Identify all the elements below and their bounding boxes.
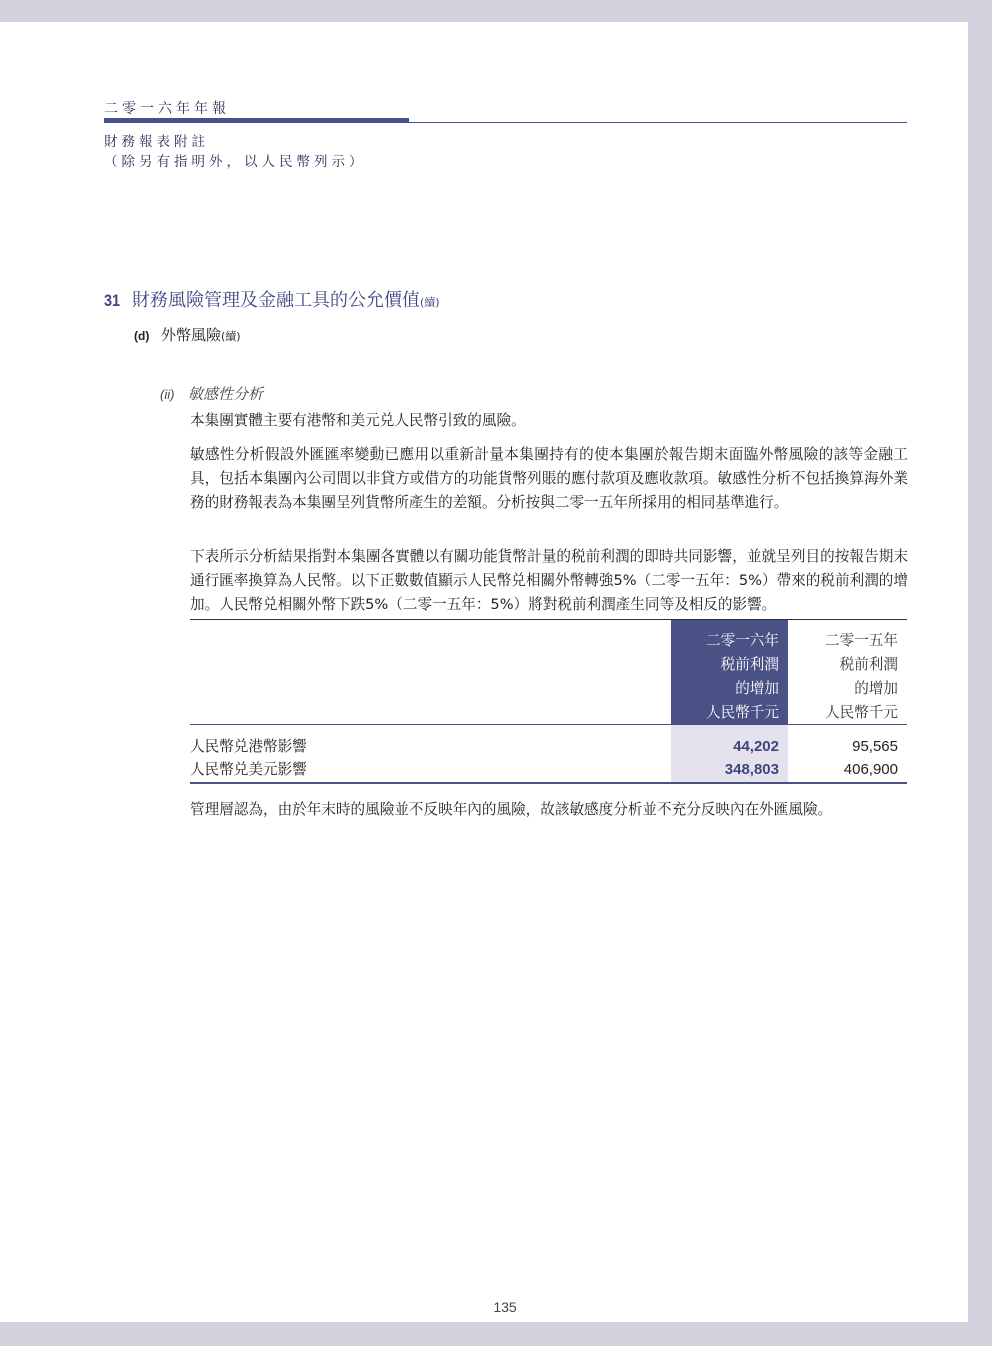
notes-subtitle: （除另有指明外，以人民幣列示）: [104, 154, 367, 170]
notes-title: 財務報表附註: [104, 134, 209, 150]
paragraph-exposure: 本集團實體主要有港幣和美元兑人民幣引致的風險。: [190, 412, 526, 429]
paragraph-table-intro: 下表所示分析結果指對本集團各實體以有關功能貨幣計量的税前利潤的即時共同影響，並就呈列目的按報告期末通行匯率換算為人民幣。以下正數數值顯示人民幣兑相關外幣轉強5%（二零一五年：5%）帶來的税前利潤的增加。人民幣兑相關外幣下跌5%（二零一五年：5%）將對税前利潤產生同等及相反的影響。: [190, 548, 908, 613]
paragraph-management-view: 管理層認為，由於年末時的風險並不反映年內的風險，故該敏感度分析並不充分反映內在外匯風險。: [190, 801, 833, 818]
subsection-d-continued: (續): [221, 330, 241, 343]
table-header-2015: [790, 629, 898, 725]
subsection-ii-label: (ii): [160, 387, 175, 402]
table-top-rule: [190, 619, 907, 620]
subsection-d-title: 外幣風險: [161, 326, 222, 344]
header-2016-line: 税前利潤: [720, 656, 779, 673]
section-title: 財務風險管理及金融工具的公允價值: [132, 290, 420, 311]
value-2015: 95,565: [852, 738, 898, 755]
header-2016-line: 人民幣千元: [706, 704, 779, 721]
value-2016: 348,803: [724, 761, 779, 778]
subsection-d-heading: [134, 324, 241, 345]
value-2016: 44,202: [733, 738, 779, 755]
header-2016-line: 的增加: [735, 680, 779, 697]
header-2016-line: 二零一六年: [706, 632, 779, 649]
table-bottom-rule: [190, 782, 907, 784]
section-continued: (續): [420, 296, 440, 309]
table-header-2016: [671, 629, 779, 725]
table-row: [190, 758, 907, 782]
header-2015-line: 人民幣千元: [825, 704, 898, 721]
header-rule: [409, 122, 907, 123]
value-2015: 406,900: [843, 761, 898, 778]
subsection-ii-heading: [160, 383, 263, 404]
subsection-ii-title: 敏感性分析: [188, 385, 264, 403]
header-accent-bar: [104, 118, 409, 123]
report-title: 二零一六年年報: [104, 101, 230, 117]
page-number: 135: [493, 1299, 517, 1315]
section-heading: [104, 286, 440, 312]
subsection-d-label: (d): [134, 329, 150, 343]
table-row: [190, 735, 907, 759]
page: [0, 22, 968, 1322]
header-2015-line: 的增加: [854, 680, 898, 697]
header-2015-line: 税前利潤: [839, 656, 898, 673]
section-number: 31: [104, 291, 121, 310]
header-2015-line: 二零一五年: [825, 632, 898, 649]
row-label: 人民幣兑美元影響: [190, 761, 307, 778]
paragraph-assumption: 敏感性分析假設外匯匯率變動已應用以重新計量本集團持有的使本集團於報告期末面臨外幣風險的該等金融工具，包括本集團內公司間以非貸方或借方的功能貨幣列賬的應付款項及應收款項。敏感性分析不包括換算海外業務的財務報表為本集團呈列貨幣所產生的差額。分析按與二零一五年所採用的相同基準進行。: [190, 446, 908, 511]
table-header-rule: [190, 724, 907, 725]
row-label: 人民幣兑港幣影響: [190, 738, 307, 755]
